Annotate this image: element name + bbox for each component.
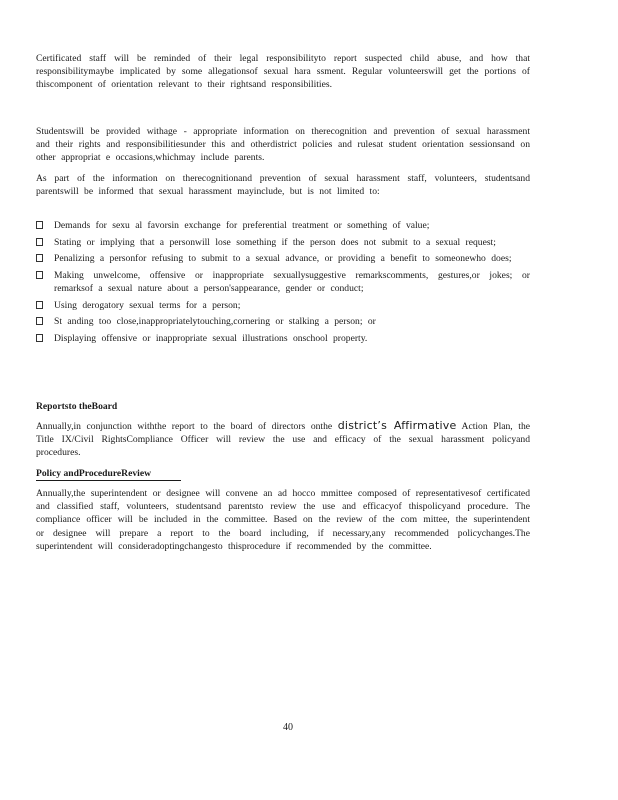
- list-item: [36, 252, 530, 265]
- list-item: [36, 269, 530, 295]
- paragraph-text: [36, 419, 530, 460]
- paragraph-text: Studentswill be provided withage - appropriate information on therecognition and prevention of sexual harassment and their rights and responsibilitiesunder this and otherdistrict policies and rulesat student orientation sessionsand on other appropriat e occasions,whichmay include parents.: [36, 126, 530, 164]
- list-item-text: Demands for sexu al favorsin exchange for preferential treatment or something of value;: [54, 220, 430, 231]
- list-item-text: Using derogatory sexual terms for a person;: [54, 299, 241, 311]
- bullet-box-icon: [36, 334, 43, 342]
- heading-reports-to-board: Reportsto theBoard: [36, 401, 118, 412]
- paragraph-committee-review: [36, 487, 530, 553]
- list-item: [36, 236, 530, 249]
- list-item: [36, 315, 530, 328]
- bullet-box-icon: [36, 301, 43, 309]
- list-item: [36, 299, 530, 312]
- paragraph-text: Annually,the superintendent or designee will convene an ad hocco mmittee composed of representativesof certificated and classified staff, volunteers, studentsand parentsto review the use and efficacyof thispolicyand procedure. The compliance officer will be included in the committee. Based on the review of the com mittee, the superintendent or designee will prepare a report to the board including, if necessary,any recommended policychanges.The superintendent will consideradoptingchangesto thisprocedure if recommended by the committee.: [36, 488, 530, 552]
- harassment-examples-list: [36, 219, 530, 348]
- list-item-text: Penalizing a personfor refusing to submit to a sexual advance, or providing a benefit to someonewho does;: [54, 253, 512, 265]
- paragraph-text-start: Annually,in conjunction withthe report to the board of directors onthe: [36, 421, 338, 432]
- paragraph-text-end: Action Plan, the Title IX/Civil RightsCompliance Officer will review the use and efficacy of the sexual harassment policyand procedures.: [36, 421, 531, 459]
- paragraph-annual-review: [36, 419, 530, 460]
- list-item-text: St anding too close,inappropriatelytouching,cornering or stalking a person; or: [54, 316, 376, 328]
- bullet-box-icon: [36, 254, 43, 262]
- paragraph-text: Certificated staff will be reminded of their legal responsibilityto report suspected child abuse, and how that responsibilitymaybe implicated by some allegationsof sexual hara ssment. Regular volunteerswill get the portions of thiscomponent of orientation relevant to their rightsand responsibilities.: [36, 53, 530, 91]
- list-item-text: Stating or implying that a personwill lose something if the person does not submit to a sexual request;: [54, 236, 496, 248]
- heading-policy-review: Policy andProcedureReview: [36, 467, 181, 481]
- bullet-box-icon: [36, 271, 43, 279]
- list-item-text: Displaying offensive or inappropriate sexual illustrations onschool property.: [54, 332, 368, 344]
- paragraph-text: As part of the information on therecognitionand prevention of sexual harassment staff, volunteers, studentsand parentswill be informed that sexual harassment mayinclude, but is not limited to:: [36, 173, 530, 198]
- bullet-box-icon: [36, 238, 43, 246]
- paragraph-text-emphasis: district’s Affirmative: [337, 419, 457, 432]
- list-item: [36, 332, 530, 345]
- bullet-box-icon: [36, 317, 43, 325]
- bullet-box-icon: [36, 221, 43, 229]
- list-item: [36, 219, 530, 232]
- page-number: 40: [283, 722, 293, 733]
- paragraph-student-information: [36, 125, 530, 165]
- paragraph-staff-reminders: [36, 52, 530, 92]
- paragraph-harassment-definition: [36, 172, 530, 198]
- list-item-text: Making unwelcome, offensive or inappropriate sexuallysuggestive remarkscomments, gestures,or jokes; or remarksof a sexual nature about a person'sappearance, gender or conduct;: [54, 269, 530, 294]
